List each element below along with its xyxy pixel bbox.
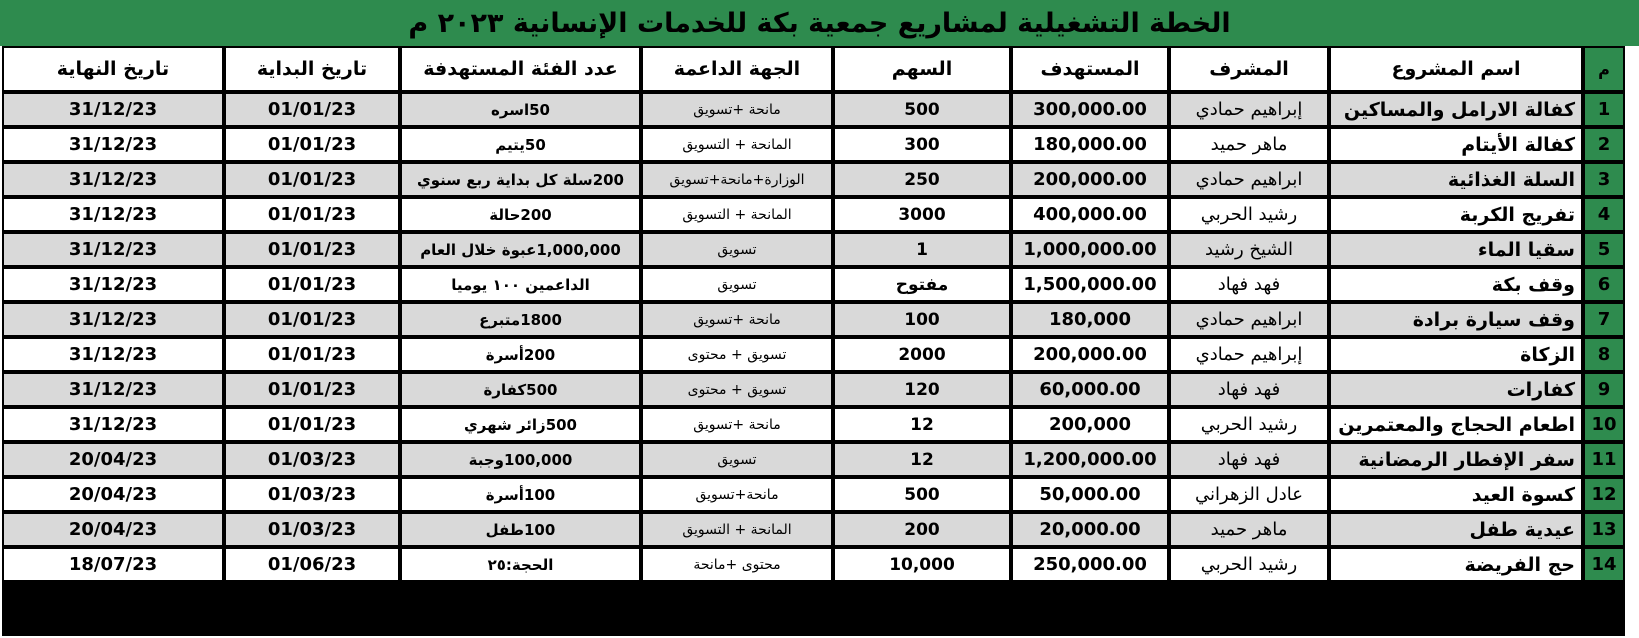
table-row <box>2 337 1625 372</box>
beneficiaries-cell[interactable]: 100,000وجبة <box>400 442 641 477</box>
table-row <box>2 547 1625 582</box>
start-date-cell[interactable]: 01/01/23 <box>224 162 400 197</box>
end-date-cell[interactable]: 20/04/23 <box>2 477 224 512</box>
funder-cell[interactable]: تسويق + محتوى <box>641 372 833 407</box>
row-number[interactable]: 10 <box>1583 407 1625 442</box>
project-name-cell[interactable]: وقف بكة <box>1329 267 1583 302</box>
beneficiaries-cell[interactable]: 1,000,000عبوة خلال العام <box>400 232 641 267</box>
start-date-cell[interactable]: 01/01/23 <box>224 267 400 302</box>
start-date-cell[interactable]: 01/01/23 <box>224 372 400 407</box>
project-name-cell[interactable]: كفالة الارامل والمساكين <box>1329 92 1583 127</box>
project-name-cell[interactable]: حج الفريضة <box>1329 547 1583 582</box>
funder-cell[interactable]: المانحة + التسويق <box>641 197 833 232</box>
supervisor-cell[interactable]: إبراهيم حمادي <box>1169 337 1329 372</box>
end-date-cell[interactable]: 31/12/23 <box>2 407 224 442</box>
supervisor-cell[interactable]: فهد فهاد <box>1169 267 1329 302</box>
end-date-cell[interactable]: 20/04/23 <box>2 442 224 477</box>
project-name-cell[interactable]: السلة الغذائية <box>1329 162 1583 197</box>
target-amount-cell[interactable]: 180,000.00 <box>1011 127 1169 162</box>
col-header-supervisor[interactable]: المشرف <box>1169 46 1329 92</box>
supervisor-cell[interactable]: ابراهيم حمادي <box>1169 162 1329 197</box>
end-date-cell[interactable]: 31/12/23 <box>2 92 224 127</box>
target-amount-cell[interactable]: 180,000 <box>1011 302 1169 337</box>
project-name-cell[interactable]: وقف سيارة برادة <box>1329 302 1583 337</box>
col-header-target[interactable]: المستهدف <box>1011 46 1169 92</box>
target-amount-cell[interactable]: 300,000.00 <box>1011 92 1169 127</box>
share-cell[interactable]: 3000 <box>833 197 1011 232</box>
share-cell[interactable]: 1 <box>833 232 1011 267</box>
col-header-funder[interactable]: الجهة الداعمة <box>641 46 833 92</box>
funder-cell[interactable]: مانحة +تسويق <box>641 407 833 442</box>
start-date-cell[interactable]: 01/06/23 <box>224 547 400 582</box>
table-row <box>2 232 1625 267</box>
supervisor-cell[interactable]: الشيخ رشيد <box>1169 232 1329 267</box>
beneficiaries-cell[interactable]: 500كفارة <box>400 372 641 407</box>
target-amount-cell[interactable]: 400,000.00 <box>1011 197 1169 232</box>
row-number[interactable]: 4 <box>1583 197 1625 232</box>
project-name-cell[interactable]: الزكاة <box>1329 337 1583 372</box>
share-cell[interactable]: 200 <box>833 512 1011 547</box>
supervisor-cell[interactable]: ماهر حميد <box>1169 127 1329 162</box>
beneficiaries-cell[interactable]: الحجة:٢٥ <box>400 547 641 582</box>
start-date-cell[interactable]: 01/01/23 <box>224 407 400 442</box>
table-row <box>2 407 1625 442</box>
start-date-cell[interactable]: 01/03/23 <box>224 442 400 477</box>
projects-table <box>2 46 1625 582</box>
beneficiaries-cell[interactable]: 50اسره <box>400 92 641 127</box>
beneficiaries-cell[interactable]: 50يتيم <box>400 127 641 162</box>
target-amount-cell[interactable]: 200,000 <box>1011 407 1169 442</box>
beneficiaries-cell[interactable]: الداعمين ١٠٠ يوميا <box>400 267 641 302</box>
funder-cell[interactable]: تسويق <box>641 232 833 267</box>
target-amount-cell[interactable]: 1,200,000.00 <box>1011 442 1169 477</box>
funder-cell[interactable]: تسويق + محتوى <box>641 337 833 372</box>
target-amount-cell[interactable]: 200,000.00 <box>1011 162 1169 197</box>
funder-cell[interactable]: المانحة + التسويق <box>641 512 833 547</box>
share-cell[interactable]: 12 <box>833 442 1011 477</box>
share-cell[interactable]: 300 <box>833 127 1011 162</box>
start-date-cell[interactable]: 01/01/23 <box>224 337 400 372</box>
target-amount-cell[interactable]: 20,000.00 <box>1011 512 1169 547</box>
share-cell[interactable]: 2000 <box>833 337 1011 372</box>
supervisor-cell[interactable]: فهد فهاد <box>1169 442 1329 477</box>
supervisor-cell[interactable]: رشيد الحربي <box>1169 547 1329 582</box>
start-date-cell[interactable]: 01/01/23 <box>224 197 400 232</box>
row-number[interactable]: 12 <box>1583 477 1625 512</box>
supervisor-cell[interactable]: رشيد الحربي <box>1169 407 1329 442</box>
table-row <box>2 162 1625 197</box>
table-row <box>2 512 1625 547</box>
funder-cell[interactable]: المانحة + التسويق <box>641 127 833 162</box>
supervisor-cell[interactable]: إبراهيم حمادي <box>1169 92 1329 127</box>
end-date-cell[interactable]: 20/04/23 <box>2 512 224 547</box>
end-date-cell[interactable]: 31/12/23 <box>2 162 224 197</box>
funder-cell[interactable]: تسويق <box>641 267 833 302</box>
beneficiaries-cell[interactable]: 1800متبرع <box>400 302 641 337</box>
start-date-cell[interactable]: 01/01/23 <box>224 127 400 162</box>
share-cell[interactable]: مفتوح <box>833 267 1011 302</box>
beneficiaries-cell[interactable]: 200سلة كل بداية ربع سنوي <box>400 162 641 197</box>
row-number[interactable]: 7 <box>1583 302 1625 337</box>
target-amount-cell[interactable]: 50,000.00 <box>1011 477 1169 512</box>
beneficiaries-cell[interactable]: 500زائر شهري <box>400 407 641 442</box>
start-date-cell[interactable]: 01/03/23 <box>224 512 400 547</box>
funder-cell[interactable]: مانحة +تسويق <box>641 302 833 337</box>
row-number[interactable]: 3 <box>1583 162 1625 197</box>
funder-cell[interactable]: مانحة +تسويق <box>641 92 833 127</box>
start-date-cell[interactable]: 01/01/23 <box>224 92 400 127</box>
table-row <box>2 442 1625 477</box>
project-name-cell[interactable]: تفريج الكربة <box>1329 197 1583 232</box>
supervisor-cell[interactable]: عادل الزهراني <box>1169 477 1329 512</box>
start-date-cell[interactable]: 01/01/23 <box>224 302 400 337</box>
project-name-cell[interactable]: اطعام الحجاج والمعتمرين <box>1329 407 1583 442</box>
table-row <box>2 127 1625 162</box>
supervisor-cell[interactable]: فهد فهاد <box>1169 372 1329 407</box>
share-cell[interactable]: 12 <box>833 407 1011 442</box>
target-amount-cell[interactable]: 1,000,000.00 <box>1011 232 1169 267</box>
project-name-cell[interactable]: سفر الإفطار الرمضانية <box>1329 442 1583 477</box>
col-header-end[interactable]: تاريخ النهاية <box>2 46 224 92</box>
beneficiaries-cell[interactable]: 200أسرة <box>400 337 641 372</box>
funder-cell[interactable]: تسويق <box>641 442 833 477</box>
row-number[interactable]: 2 <box>1583 127 1625 162</box>
end-date-cell[interactable]: 31/12/23 <box>2 302 224 337</box>
supervisor-cell[interactable]: رشيد الحربي <box>1169 197 1329 232</box>
end-date-cell[interactable]: 31/12/23 <box>2 372 224 407</box>
project-name-cell[interactable]: كفالة الأيتام <box>1329 127 1583 162</box>
row-number[interactable]: 14 <box>1583 547 1625 582</box>
supervisor-cell[interactable]: ابراهيم حمادي <box>1169 302 1329 337</box>
end-date-cell[interactable]: 18/07/23 <box>2 547 224 582</box>
end-date-cell[interactable]: 31/12/23 <box>2 197 224 232</box>
funder-cell[interactable]: مانحة+تسويق <box>641 477 833 512</box>
project-name-cell[interactable]: عيدية طفل <box>1329 512 1583 547</box>
project-name-cell[interactable]: كفارات <box>1329 372 1583 407</box>
row-number[interactable]: 13 <box>1583 512 1625 547</box>
col-header-beneficiaries[interactable]: عدد الفئة المستهدفة <box>400 46 641 92</box>
project-name-cell[interactable]: كسوة العيد <box>1329 477 1583 512</box>
end-date-cell[interactable]: 31/12/23 <box>2 267 224 302</box>
target-amount-cell[interactable]: 250,000.00 <box>1011 547 1169 582</box>
beneficiaries-cell[interactable]: 200حالة <box>400 197 641 232</box>
sheet-title: الخطة التشغيلية لمشاريع جمعية بكة للخدمات الإنسانية ٢٠٢٣ م <box>408 7 1231 39</box>
start-date-cell[interactable]: 01/01/23 <box>224 232 400 267</box>
target-amount-cell[interactable]: 60,000.00 <box>1011 372 1169 407</box>
table-row <box>2 372 1625 407</box>
table-row <box>2 267 1625 302</box>
col-header-name[interactable]: اسم المشروع <box>1329 46 1583 92</box>
row-number[interactable]: 5 <box>1583 232 1625 267</box>
start-date-cell[interactable]: 01/03/23 <box>224 477 400 512</box>
row-number[interactable]: 11 <box>1583 442 1625 477</box>
table-row <box>2 197 1625 232</box>
beneficiaries-cell[interactable]: 100طفل <box>400 512 641 547</box>
row-number[interactable]: 9 <box>1583 372 1625 407</box>
table-body <box>2 92 1625 582</box>
table-row <box>2 92 1625 127</box>
share-cell[interactable]: 120 <box>833 372 1011 407</box>
project-name-cell[interactable]: سقيا الماء <box>1329 232 1583 267</box>
table-row <box>2 302 1625 337</box>
beneficiaries-cell[interactable]: 100أسرة <box>400 477 641 512</box>
supervisor-cell[interactable]: ماهر حميد <box>1169 512 1329 547</box>
share-cell[interactable]: 500 <box>833 92 1011 127</box>
target-amount-cell[interactable]: 200,000.00 <box>1011 337 1169 372</box>
end-date-cell[interactable]: 31/12/23 <box>2 232 224 267</box>
funder-cell[interactable]: محتوى +مانحة <box>641 547 833 582</box>
projects-table-container <box>2 46 1625 636</box>
funder-cell[interactable]: الوزارة+مانحة+تسويق <box>641 162 833 197</box>
share-cell[interactable]: 10,000 <box>833 547 1011 582</box>
table-row <box>2 477 1625 512</box>
title-bar <box>0 0 1639 46</box>
target-amount-cell[interactable]: 1,500,000.00 <box>1011 267 1169 302</box>
share-cell[interactable]: 500 <box>833 477 1011 512</box>
header-row <box>2 46 1625 92</box>
share-cell[interactable]: 250 <box>833 162 1011 197</box>
col-header-num[interactable]: م <box>1583 46 1625 92</box>
row-number[interactable]: 6 <box>1583 267 1625 302</box>
end-date-cell[interactable]: 31/12/23 <box>2 337 224 372</box>
share-cell[interactable]: 100 <box>833 302 1011 337</box>
end-date-cell[interactable]: 31/12/23 <box>2 127 224 162</box>
col-header-start[interactable]: تاريخ البداية <box>224 46 400 92</box>
row-number[interactable]: 1 <box>1583 92 1625 127</box>
row-number[interactable]: 8 <box>1583 337 1625 372</box>
col-header-shares[interactable]: السهم <box>833 46 1011 92</box>
